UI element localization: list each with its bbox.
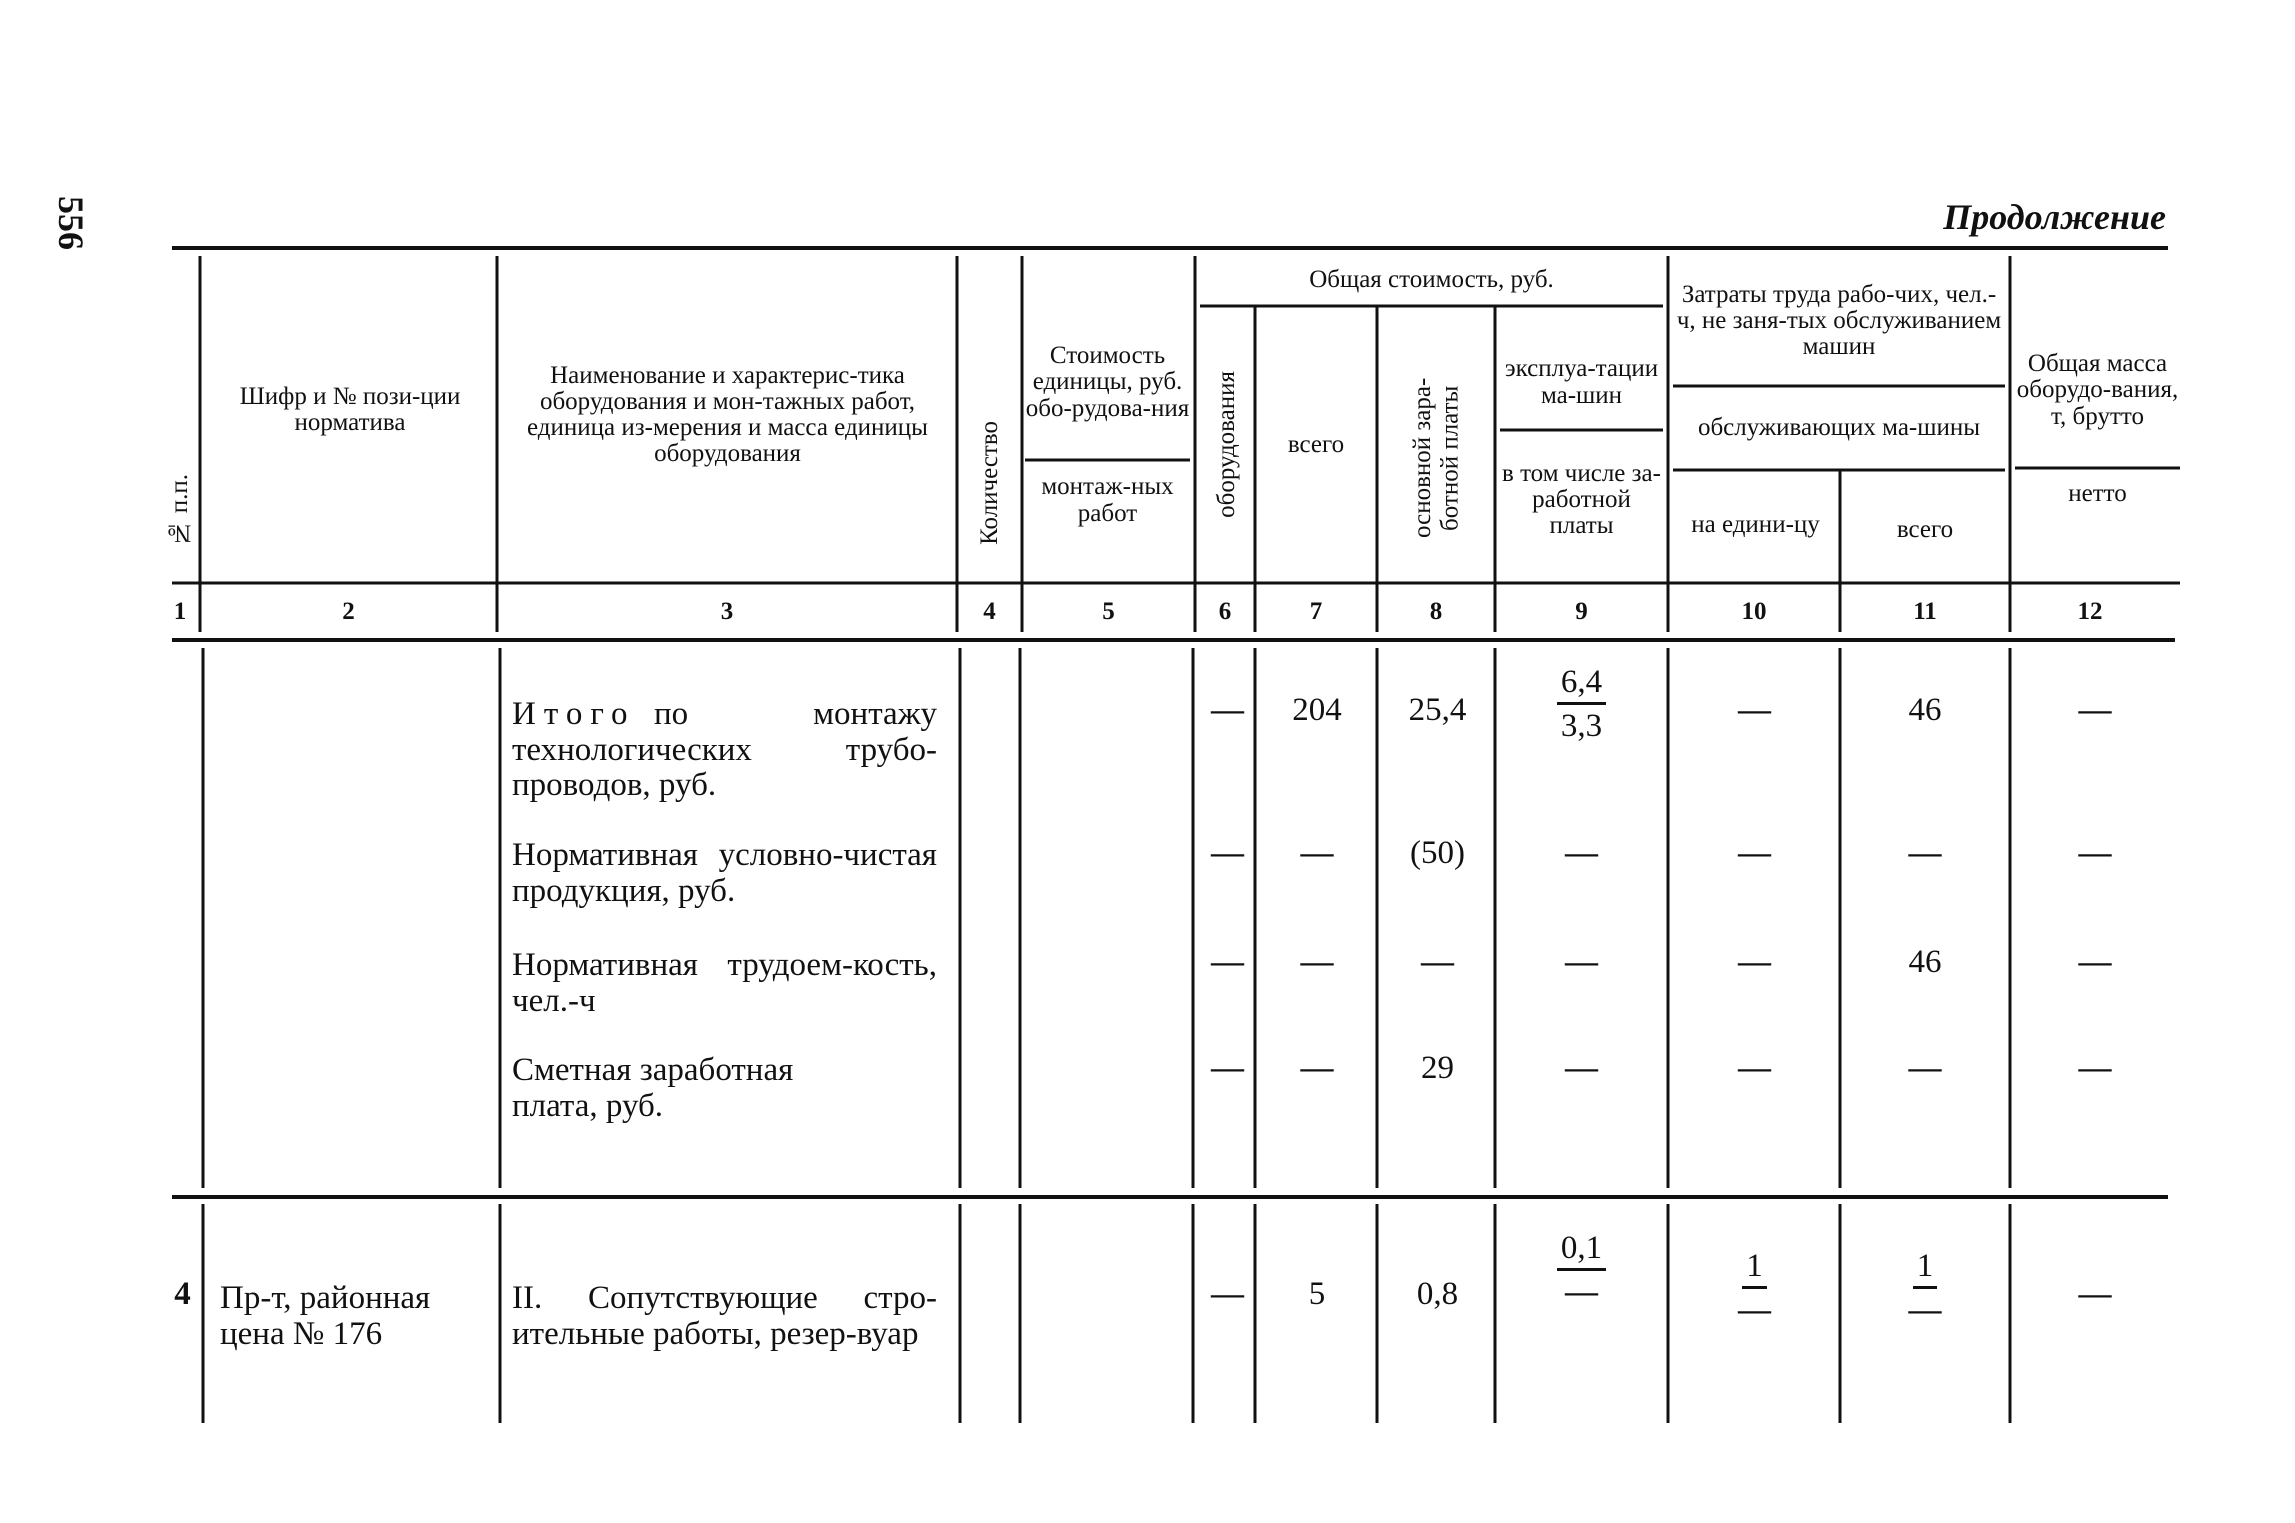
row-wage-c7: — bbox=[1300, 1050, 1334, 1086]
col-number: 11 bbox=[1913, 597, 1937, 625]
row-wage-name: Сметная заработная плата, руб. bbox=[512, 1052, 794, 1124]
row-product-c6: — bbox=[1211, 835, 1244, 871]
page-number: 556 bbox=[51, 196, 91, 250]
header-col-3: Наименование и характерис-тика оборудования и мон-тажных работ, единица из-мерения и масса единицы оборудования bbox=[527, 361, 928, 468]
row-total-c10: — bbox=[1738, 692, 1771, 728]
row-laborintensity-c12: — bbox=[2078, 944, 2112, 980]
row-total-c9-fraction: $\frac{6,4}{3,3}$ bbox=[1500, 664, 1663, 747]
header-col-2: Шифр и № пози-ции норматива bbox=[239, 382, 461, 436]
row-product-c9: — bbox=[1565, 835, 1598, 871]
row-product-c8: (50) bbox=[1410, 835, 1465, 871]
row-4-c10-fraction: 1 — bbox=[1738, 1248, 1771, 1329]
row-wage-c6: — bbox=[1211, 1050, 1244, 1086]
col-number: 4 bbox=[983, 597, 996, 625]
col-number: 7 bbox=[1309, 597, 1323, 625]
row-total-c11: 46 bbox=[1908, 692, 1942, 728]
header-col-5-top: Стоимость единицы, руб. обо-рудова-ния bbox=[1025, 342, 1190, 422]
header-col-12-top: Общая масса оборудо-вания, т, брутто bbox=[2016, 350, 2179, 430]
row-wage-c9: — bbox=[1565, 1050, 1598, 1086]
col-number: 1 bbox=[173, 597, 187, 625]
row-laborintensity-name: Нормативная трудоем-кость, чел.-ч bbox=[512, 947, 937, 1019]
col-number: 2 bbox=[342, 597, 355, 625]
row-total-c8: 25,4 bbox=[1408, 692, 1467, 728]
row-product-c12: — bbox=[2078, 835, 2112, 871]
row-total-c12: — bbox=[2078, 692, 2112, 728]
row-total-name-rest: по монтажу технологических трубо-проводов, руб. bbox=[512, 696, 937, 804]
row-4-c7: 5 bbox=[1308, 1276, 1326, 1312]
col-number: 3 bbox=[720, 597, 734, 625]
col-number: 9 bbox=[1575, 597, 1588, 625]
header-col-9-top: эксплуа-тации ма-шин bbox=[1504, 355, 1659, 409]
continuation-label: Продолжение bbox=[1943, 197, 2166, 237]
row-wage-c12: — bbox=[2078, 1050, 2112, 1086]
header-col-11: всего bbox=[1896, 515, 1954, 543]
col-number: 12 bbox=[2077, 597, 2103, 625]
header-group-labor-sub: обслуживающих ма-шины bbox=[1697, 413, 1981, 441]
row-wage-c11: — bbox=[1908, 1050, 1942, 1086]
header-col-5-bottom: монтаж-ных работ bbox=[1041, 473, 1174, 527]
row-4-c8: 0,8 bbox=[1416, 1276, 1459, 1312]
header-col-9-bottom: в том числе за-работной платы bbox=[1502, 459, 1661, 540]
row-laborintensity-c6: — bbox=[1211, 944, 1244, 980]
row-laborintensity-c10: — bbox=[1738, 944, 1771, 980]
row-4-c11-fraction: 1 — bbox=[1908, 1248, 1942, 1329]
row-laborintensity-c11: 46 bbox=[1908, 944, 1942, 980]
row-laborintensity-c7: — bbox=[1300, 944, 1334, 980]
row-total-name: Итого bbox=[512, 696, 636, 732]
row-product-c7: — bbox=[1300, 835, 1334, 871]
row-total-c6: — bbox=[1211, 692, 1244, 728]
header-col-6: оборудования bbox=[1212, 370, 1240, 518]
col-number: 10 bbox=[1741, 597, 1767, 625]
row-4-c12: — bbox=[2078, 1276, 2112, 1312]
col-number: 8 bbox=[1429, 597, 1443, 625]
header-col-10: на едини-цу bbox=[1691, 510, 1820, 538]
row-4-c9-fraction: 0,1 — bbox=[1500, 1230, 1663, 1313]
col-number: 6 bbox=[1218, 597, 1232, 625]
row-4-number: 4 bbox=[174, 1276, 191, 1312]
row-product-name: Нормативная условно-чистая продукция, руб. bbox=[512, 837, 937, 909]
header-group-cost: Общая стоимость, руб. bbox=[1309, 266, 1554, 294]
row-4-c6: — bbox=[1211, 1276, 1244, 1312]
header-col-1: № п.п. bbox=[166, 473, 194, 547]
row-product-c10: — bbox=[1738, 835, 1771, 871]
row-4-name: II. Сопутствующие стро-ительные работы, резер-вуар bbox=[512, 1280, 937, 1352]
row-wage-c8: 29 bbox=[1421, 1050, 1454, 1086]
header-group-labor: Затраты труда рабо-чих, чел.-ч, не заня-тых обслуживанием машин bbox=[1676, 280, 2002, 361]
row-product-c11: — bbox=[1908, 835, 1942, 871]
header-col-12-bottom: нетто bbox=[2068, 479, 2127, 507]
row-total-c7: 204 bbox=[1292, 692, 1342, 728]
col-number: 5 bbox=[1102, 597, 1115, 625]
row-laborintensity-c8: — bbox=[1421, 944, 1454, 980]
header-col-7: всего bbox=[1287, 430, 1345, 458]
row-laborintensity-c9: — bbox=[1565, 944, 1598, 980]
row-4-code: Пр-т, районная цена № 176 bbox=[220, 1280, 431, 1352]
header-col-4: Количество bbox=[976, 420, 1004, 545]
row-wage-c10: — bbox=[1738, 1050, 1771, 1086]
header-col-8: основной зара-ботной платы bbox=[1408, 377, 1463, 538]
